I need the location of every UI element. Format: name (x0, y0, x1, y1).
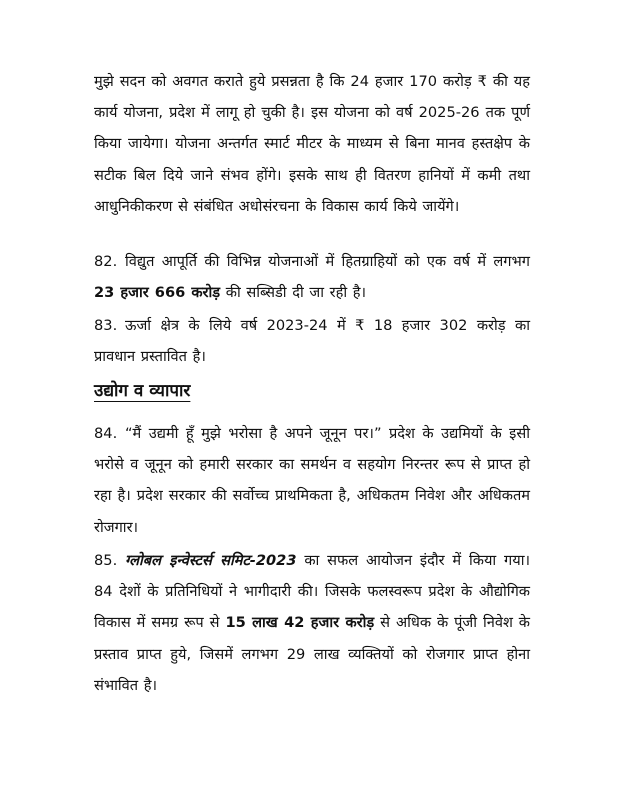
paragraph-82 (94, 246, 530, 308)
paragraph-number: 83. (94, 317, 118, 334)
paragraph-85 (94, 545, 530, 701)
paragraph-85-text: का सफल आयोजन इंदौर में किया गया। 84 देशों के प्रतिनिधियों ने भागीदारी की। जिसके फलस्वरूप प्रदेश के औद्योगिक विकास में समग्र रूप से (94, 552, 531, 632)
paragraph-number: 84. (94, 425, 118, 442)
paragraph-intro-text: मुझे सदन को अवगत कराते हुये प्रसन्नता है कि 24 हजार 170 करोड़ ₹ की यह कार्य योजना, प्रदेश में लागू हो चुकी है। इस योजना को वर्ष 2025-26 तक पूर्ण किया जायेगा। योजना अन्तर्गत स्मार्ट मीटर के माध्यम से बिना मानव हस्तक्षेप के सटीक बिल दिये जाने संभव होंगे। इसके साथ ही वितरण हानियों में कमी तथा आधुनिकीकरण से संबंधित अधोसंरचना के विकास कार्य किये जायेंगे। (94, 73, 530, 215)
paragraph-85-text-end: से अधिक के पूंजी निवेश के प्रस्ताव प्राप्त हुये, जिसमें लगभग 29 लाख व्यक्तियों को रोजगार प्राप्त होना संभावित है। (94, 614, 531, 694)
paragraph-intro (94, 66, 530, 222)
paragraph-number: 85. (94, 552, 118, 569)
paragraph-84 (94, 418, 530, 543)
paragraph-82-text: विद्युत आपूर्ति की विभिन्न योजनाओं में हितग्राहियों को एक वर्ष में लगभग (125, 253, 530, 270)
paragraph-84-text: “मैं उद्यमी हूँ मुझे भरोसा है अपने जूनून पर।” प्रदेश के उद्यमियों के इसी भरोसे व जूनून को हमारी सरकार का समर्थन व सहयोग निरन्तर रूप से प्राप्त हो रहा है। प्रदेश सरकार की सर्वोच्च प्राथमिकता है, अधिकतम निवेश और अधिकतम रोजगार। (94, 425, 530, 536)
section-heading: उद्योग व व्यापार (94, 381, 191, 401)
paragraph-number: 82. (94, 253, 118, 270)
paragraph-83 (94, 310, 530, 372)
investment-amount: 15 लाख 42 हजार करोड़ (225, 614, 375, 632)
paragraph-82-text-end: की सब्सिडी दी जा रही है। (225, 284, 367, 302)
subsidy-amount: 23 हजार 666 करोड़ (94, 284, 221, 302)
summit-name: ग्लोबल इन्वेस्टर्स समिट-2023 (125, 552, 297, 569)
paragraph-83-text: ऊर्जा क्षेत्र के लिये वर्ष 2023-24 में ₹ 18 हजार 302 करोड़ का प्रावधान प्रस्तावित है। (94, 317, 530, 366)
